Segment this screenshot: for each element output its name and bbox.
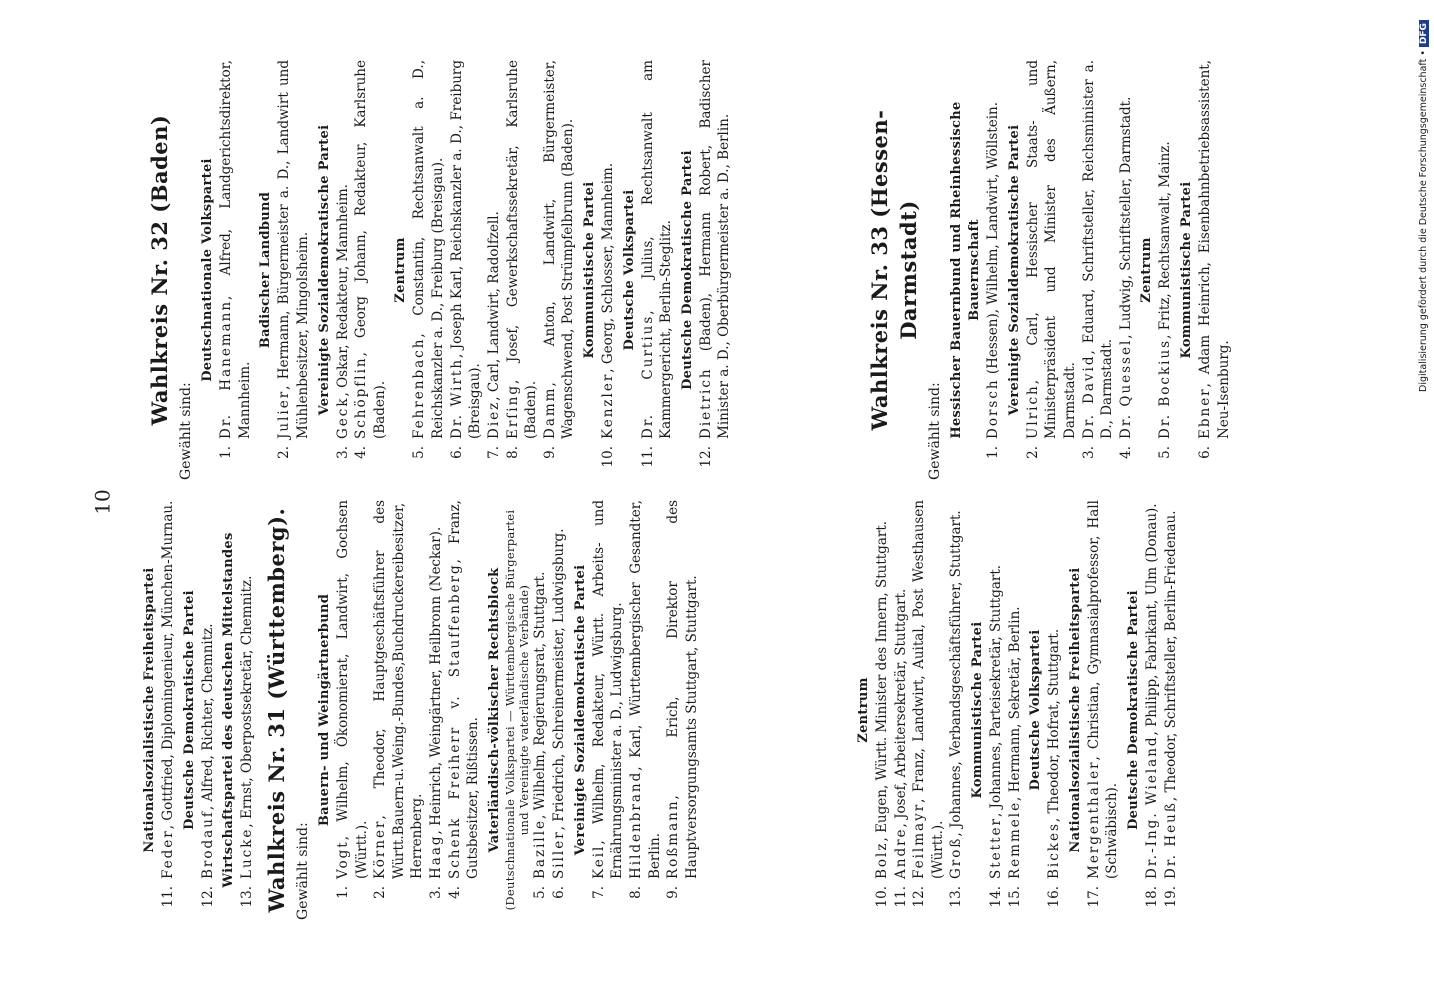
party-heading: Zentrum bbox=[1139, 237, 1155, 303]
entry-detail: , Adam Heinrich, Eisenbahnbetriebsassistent, Neu-Isenburg. bbox=[1196, 60, 1232, 439]
entry-number: 19. bbox=[1162, 886, 1179, 908]
entry-number: 1. bbox=[985, 446, 1002, 459]
entry-detail: , Joseph Karl, Reichskanzler a. D., Freiburg (Breisgau). bbox=[448, 59, 484, 439]
entry-detail: , Theodor, Hofrat, Stuttgart. bbox=[1046, 628, 1063, 823]
entry-number: 1. bbox=[334, 886, 351, 899]
list-item bbox=[1024, 60, 1080, 480]
entry-number: 11. bbox=[892, 886, 909, 908]
list-item bbox=[1006, 500, 1025, 920]
entry-number: 2. bbox=[372, 886, 389, 899]
list-item bbox=[531, 500, 550, 920]
list-item bbox=[987, 500, 1006, 920]
entry-name: Keil bbox=[590, 844, 607, 879]
list-item bbox=[1080, 60, 1117, 480]
entry-detail: , Anton, Landwirt, Bürgermeister, Wagenschwend, Post Strümpfelbrunn (Baden). bbox=[541, 60, 577, 439]
entry-detail: , Georg, Schlosser, Mannheim. bbox=[599, 162, 616, 373]
list-item bbox=[1156, 60, 1175, 480]
list-item bbox=[504, 60, 541, 480]
entry-name: Feilmayr bbox=[911, 802, 928, 879]
entry-detail: , Gottfried, Diplomingenieur, München-Murnau. bbox=[159, 500, 176, 830]
entry-number: 3. bbox=[334, 446, 351, 459]
entry-detail: , Theodor, Schriftsteller, Berlin-Friedenau. bbox=[1162, 510, 1179, 802]
entry-number: 2. bbox=[1024, 446, 1041, 459]
party-heading: Kommunistische Partei bbox=[970, 621, 986, 799]
entry-detail: , Erich, Direktor des Hauptversorgungsamts Stuttgart, Stuttgart. bbox=[665, 500, 700, 879]
entry-name: Körner bbox=[372, 819, 389, 879]
entry-name: Stetter bbox=[988, 817, 1004, 879]
list-item bbox=[275, 60, 312, 480]
entry-detail: , Franz, Gutsbesitzer, Rißtissen. bbox=[446, 500, 482, 879]
entry-name: Siller bbox=[551, 830, 568, 879]
entry-detail: , Josef, Arbeitersekretär, Stuttgart. bbox=[892, 588, 909, 828]
party-heading: Vereinigte Sozialdemokratische Partei bbox=[572, 564, 588, 856]
entry-detail: , Hermann, Bürgermeister a. D., Landwirt und Mühlenbesitzer, Mingolsheim. bbox=[276, 60, 312, 439]
party-heading: Deutschnationale Volkspartei bbox=[200, 158, 216, 382]
entry-detail: , Friedrich, Schreinermeister, Ludwigsburg. bbox=[551, 528, 568, 831]
entry-number: 8. bbox=[504, 446, 521, 459]
entry-detail: , Hermann, Sekretär, Berlin. bbox=[1006, 606, 1023, 801]
column-wuerttemberg-lower bbox=[852, 500, 1180, 920]
entry-name: Dorsch bbox=[985, 378, 1002, 439]
party-heading: Zentrum bbox=[393, 237, 409, 303]
entry-number: 5. bbox=[532, 886, 549, 899]
entry-number: 12. bbox=[697, 446, 714, 468]
entry-detail: , Franz, Landwirt, Auital, Post Westhausen (Württ.). bbox=[911, 500, 946, 879]
column-wuerttemberg bbox=[138, 500, 701, 920]
list-item bbox=[1162, 500, 1181, 920]
entry-name: Vogt bbox=[334, 840, 351, 879]
party-heading: Vereinigte Sozialdemokratische Partei bbox=[316, 124, 332, 416]
entry-detail: , Constantin, Rechtsanwalt a. D., Reichskanzler a. D., Freiburg (Breisgau). bbox=[411, 60, 447, 439]
entry-name: Dr. Curtius bbox=[639, 314, 656, 439]
entry-number: 15. bbox=[1006, 886, 1023, 908]
entry-name: Schenk Freiherr v. Stauffenberg bbox=[446, 563, 463, 879]
entry-number: 6. bbox=[1196, 446, 1213, 459]
entry-detail: , Wilhelm, Regierungsrat, Stuttgart. bbox=[532, 571, 549, 819]
list-item bbox=[159, 500, 178, 920]
entry-name: Bazille bbox=[532, 818, 549, 879]
entry-detail: , Fritz, Rechtsanwalt, Mainz. bbox=[1157, 141, 1174, 339]
list-item bbox=[1045, 500, 1064, 920]
entry-number: 7. bbox=[485, 446, 502, 459]
entry-name: Dr.-Ing. Wieland bbox=[1143, 735, 1160, 879]
entry-number: 18. bbox=[1143, 886, 1160, 908]
entry-detail: , Josef, Gewerkschaftssekretär, Karlsruhe (Baden). bbox=[504, 60, 540, 439]
entry-number: 10. bbox=[599, 446, 616, 468]
entry-detail: , Alfred, Landgerichtsdirektor, Mannheim. bbox=[218, 60, 253, 439]
list-item bbox=[541, 60, 578, 480]
list-item bbox=[1117, 60, 1136, 480]
entry-name: Brodauf bbox=[199, 810, 216, 879]
entry-name: Roßmann bbox=[665, 799, 682, 879]
list-item bbox=[590, 500, 627, 920]
list-item bbox=[550, 500, 569, 920]
entry-number: 12. bbox=[911, 886, 928, 908]
entry-detail: , Ernst, Oberpostsekretär, Chemnitz. bbox=[239, 575, 256, 828]
list-item bbox=[199, 500, 218, 920]
entry-number: 3. bbox=[428, 886, 445, 899]
entry-detail: , Philipp, Fabrikant, Ulm (Donau). bbox=[1143, 503, 1160, 736]
entry-name: Diez bbox=[485, 400, 502, 439]
column-hessen bbox=[860, 60, 1233, 480]
entry-detail: , Wilhelm, Redakteur, Württ. Arbeits- und Ernährungsminister a. D., Ludwigsburg. bbox=[590, 500, 626, 879]
entry-name: Remmele bbox=[1006, 800, 1023, 879]
party-heading: Kommunistische Partei bbox=[582, 181, 598, 359]
party-heading: Bauern- und Weingärtnerbund bbox=[316, 593, 332, 827]
entry-number: 4. bbox=[1117, 446, 1134, 459]
list-item bbox=[599, 60, 618, 480]
list-item bbox=[873, 500, 892, 920]
entry-name: Dr. Hanemann bbox=[218, 299, 235, 439]
entry-number: 4. bbox=[353, 446, 370, 459]
entry-number: 14. bbox=[988, 886, 1004, 908]
entry-detail: (Hessen), Wilhelm, Landwirt, Wöllstein. bbox=[985, 101, 1002, 379]
entry-detail: , Ludwig, Schriftsteller, Darmstadt. bbox=[1117, 96, 1134, 339]
entry-name: Lucke bbox=[239, 827, 256, 879]
entry-number: 6. bbox=[551, 886, 568, 899]
entry-detail: , Carl, Landwirt, Radolfzell. bbox=[485, 211, 502, 401]
entry-name: Dr. Wirth bbox=[448, 357, 465, 439]
list-item bbox=[910, 500, 947, 920]
entry-name: Bickes bbox=[1046, 822, 1063, 879]
entry-detail: (Baden), Hermann Robert, Badischer Minister a. D., Oberbürgermeister a. D., Berlin. bbox=[697, 60, 733, 439]
party-heading: Vaterländisch-völkischer Rechtsblock bbox=[486, 567, 502, 853]
entry-detail: , Alfred, Richter, Chemnitz. bbox=[199, 623, 216, 811]
entry-name: Haag bbox=[428, 834, 445, 879]
district-heading: Wahlkreis Nr. 31 (Württemberg). bbox=[263, 507, 289, 913]
party-heading: Badischer Landbund bbox=[258, 191, 274, 349]
party-heading: Deutsche Demokratische Partei bbox=[181, 590, 197, 830]
entry-number: 5. bbox=[411, 446, 428, 459]
entry-number: 6. bbox=[448, 446, 465, 459]
entry-detail: , Johannes, Verbandsgeschäftsführer, Stuttgart. bbox=[948, 510, 965, 837]
district-heading: Wahlkreis Nr. 32 (Baden) bbox=[147, 114, 172, 426]
list-item bbox=[446, 500, 483, 920]
entry-detail: , Eduard, Schriftsteller, Reichsminister a. D., Darmstadt. bbox=[1080, 60, 1116, 439]
entry-name: Dr. Heuß bbox=[1162, 801, 1179, 879]
list-item bbox=[892, 500, 911, 920]
entry-name: Geck bbox=[334, 396, 351, 439]
elected-label: Gewählt sind: bbox=[294, 822, 311, 920]
party-heading: Nationalsozialistische Freiheitspartei bbox=[142, 567, 157, 853]
page-number: 10 bbox=[90, 489, 115, 515]
entry-name: Hildenbrand bbox=[627, 770, 644, 879]
entry-number: 13. bbox=[948, 886, 965, 908]
entry-detail: , Eugen, Württ. Minister des Innern, Stuttgart. bbox=[873, 520, 890, 842]
list-item bbox=[627, 500, 664, 920]
entry-name: Bolz bbox=[873, 841, 890, 879]
list-item bbox=[1085, 500, 1122, 920]
entry-name: Ulrich bbox=[1024, 384, 1041, 439]
entry-name: Feder bbox=[159, 829, 176, 879]
entry-number: 7. bbox=[590, 886, 607, 899]
party-heading: Nationalsozialistische Freiheitspartei bbox=[1067, 567, 1083, 853]
entry-detail: , Julius, Rechtsanwalt am Kammergericht, Berlin-Steglitz. bbox=[639, 60, 675, 439]
list-item bbox=[427, 500, 446, 920]
dfg-logo: DFG bbox=[1419, 20, 1429, 47]
entry-number: 10. bbox=[873, 886, 890, 908]
party-heading: Wirtschaftspartei des deutschen Mittelstandes bbox=[221, 532, 237, 888]
entry-name: Groß bbox=[948, 836, 965, 879]
entry-name: Mergenthaler bbox=[1085, 760, 1102, 879]
entry-detail: , Christian, Gymnasialprofessor, Hall (Schwäbisch). bbox=[1085, 500, 1121, 879]
entry-number: 2. bbox=[276, 446, 293, 459]
entry-detail: , Karl, Württembergischer Gesandter, Berlin. bbox=[627, 500, 663, 879]
list-item bbox=[485, 60, 504, 480]
list-item bbox=[664, 500, 701, 920]
entry-name: Ebner bbox=[1196, 387, 1213, 439]
entry-number: 4. bbox=[446, 886, 463, 899]
entry-number: 13. bbox=[239, 886, 256, 908]
party-heading: Hessischer Bauernbund und Rheinhessische Bauernschaft bbox=[949, 101, 983, 439]
list-item bbox=[334, 60, 353, 480]
list-item bbox=[371, 500, 427, 920]
entry-detail: , Wilhelm, Ökonomierat, Landwirt, Gochsen (Württ.). bbox=[334, 500, 370, 879]
entry-number: 16. bbox=[1046, 886, 1063, 908]
list-item bbox=[947, 500, 966, 920]
entry-name: Erſing bbox=[504, 384, 521, 439]
list-item bbox=[217, 60, 254, 480]
party-subheading: (Deutschnationale Volkspartei — Württembergische Bürgerpartei und Vereinigte vaterländische Verbände) bbox=[502, 509, 531, 911]
entry-name: Fehrenbach bbox=[411, 337, 428, 439]
entry-detail: , Oskar, Redakteur, Mannheim. bbox=[334, 184, 351, 397]
entry-detail: , Carl, Hessischer Staats- und Ministerpräsident und Minister des Äußern, Darmstadt. bbox=[1024, 60, 1078, 439]
entry-detail: , Johannes, Parteisekretär, Stuttgart. bbox=[988, 564, 1004, 818]
entry-number: 11. bbox=[639, 446, 656, 468]
party-heading: Zentrum bbox=[856, 677, 871, 743]
entry-number: 17. bbox=[1085, 886, 1102, 908]
entry-name: Dr. Quessel bbox=[1117, 338, 1134, 439]
entry-name: Kenzler bbox=[599, 372, 616, 439]
entry-number: 8. bbox=[627, 886, 644, 899]
list-item bbox=[448, 60, 485, 480]
party-heading: Kommunistische Partei bbox=[1179, 181, 1194, 359]
party-heading: Deutsche Demokratische Partei bbox=[1126, 590, 1141, 830]
entry-number: 12. bbox=[199, 886, 216, 908]
district-heading: Wahlkreis Nr. 33 (Hessen-Darmstadt) bbox=[867, 109, 921, 431]
entry-number: 9. bbox=[541, 446, 558, 459]
list-item bbox=[984, 60, 1003, 480]
entry-name: Damm bbox=[541, 386, 558, 439]
entry-number: 1. bbox=[218, 446, 235, 459]
party-heading: Deutsche Volkspartei bbox=[1028, 629, 1044, 791]
entry-name: Schöpflin bbox=[353, 356, 370, 439]
list-item bbox=[410, 60, 447, 480]
digitization-text: Digitalisierung gefördert durch die Deutsche Forschungsgemeinschaft • bbox=[1418, 50, 1429, 392]
entry-detail: , Theodor, Hauptgeschäftsführer des Württ.Bauern-u.Weing.-Bundes,Buchdruckereibesitzer, Herrenberg. bbox=[372, 500, 426, 879]
list-item bbox=[1196, 60, 1233, 480]
list-item bbox=[334, 500, 371, 920]
entry-name: Julier bbox=[276, 389, 293, 439]
entry-name: Dr. Bockius bbox=[1157, 338, 1174, 439]
entry-detail: , Georg Johann, Redakteur, Karlsruhe (Baden). bbox=[353, 60, 388, 439]
list-item bbox=[1143, 500, 1162, 920]
entry-name: Dietrich bbox=[697, 367, 714, 439]
column-baden bbox=[140, 60, 734, 480]
party-heading: Deutsche Demokratische Partei bbox=[679, 150, 695, 390]
list-item bbox=[639, 60, 676, 480]
entry-number: 3. bbox=[1080, 446, 1097, 459]
party-heading: Vereinigte Sozialdemokratische Partei bbox=[1006, 124, 1022, 416]
entry-detail: , Heinrich, Weingärtner, Heilbronn (Neckar). bbox=[428, 526, 445, 835]
digitization-note bbox=[1418, 20, 1429, 392]
entry-name: Dr. David bbox=[1080, 354, 1097, 439]
elected-label: Gewählt sind: bbox=[177, 382, 194, 480]
list-item bbox=[697, 60, 734, 480]
entry-number: 9. bbox=[665, 886, 682, 899]
entry-number: 5. bbox=[1157, 446, 1174, 459]
list-item bbox=[238, 500, 257, 920]
entry-number: 11. bbox=[159, 886, 176, 908]
elected-label: Gewählt sind: bbox=[926, 382, 943, 480]
list-item bbox=[352, 60, 389, 480]
entry-name: Andre bbox=[892, 827, 909, 879]
party-heading: Deutsche Volkspartei bbox=[621, 189, 637, 351]
